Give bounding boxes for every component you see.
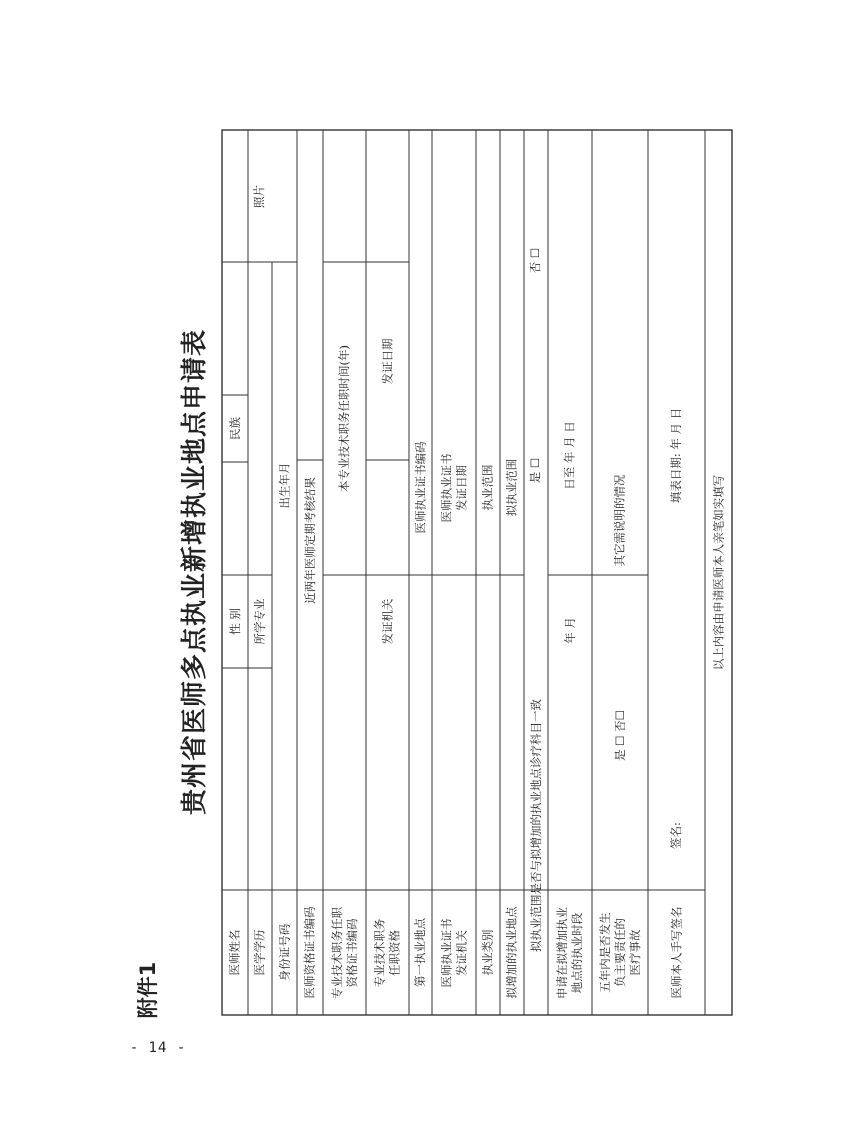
practice-cert-no-label: 医师执业证书编码 [413, 441, 427, 534]
qualification-cert-label: 医师资格证书编码 [302, 906, 317, 999]
attachment-label: 附件1 [136, 961, 160, 1019]
birth-date-label: 出生年月 [277, 462, 291, 508]
scope-match-yes[interactable]: 是 ☐ [528, 457, 543, 483]
fill-date[interactable]: 填表日期: 年 月 日 [669, 407, 683, 503]
ethnicity-label: 民族 [227, 417, 242, 440]
issuing-authority-label: 发证机关 [380, 598, 394, 644]
incident-label: 五年内是否发生 负主要责任的 医疗事故 [597, 912, 642, 993]
major-label: 所学专业 [252, 598, 267, 645]
period-label: 申请在拟增加执业 地点的执业时段 [555, 906, 584, 999]
period-from[interactable]: 年 月 [562, 616, 577, 644]
assessment-result-label: 近两年医师定期考核结果 [302, 476, 317, 604]
period-to[interactable]: 日至 年 月 日 [562, 420, 577, 490]
practice-cert-date-label: 医师执业证书 发证日期 [439, 453, 468, 522]
first-location-label: 第一执业地点 [413, 918, 427, 987]
page-number: - 14 - [129, 1040, 187, 1056]
issue-date-label: 发证日期 [380, 338, 394, 384]
gender-label: 性 别 [227, 608, 242, 635]
other-info-label: 其它需说明的情况 [612, 474, 627, 566]
new-location-label: 拟增加的执业地点 [504, 906, 519, 999]
id-number-label: 身份证号码 [277, 923, 291, 982]
note-text: 以上内容由申请医师本人亲笔如实填写 [711, 474, 725, 671]
education-label: 医学学历 [252, 929, 267, 976]
practice-scope-label: 执业范围 [480, 464, 495, 511]
title-qualification-label: 专业技术职务 任职资格 [372, 918, 402, 987]
doctor-name-label: 医师姓名 [227, 929, 242, 976]
title-cert-label: 专业技术职务任职 资格证书编码 [329, 906, 359, 999]
form-title: 贵州省医师多点执业新增执业地点申请表 [180, 329, 210, 816]
practice-cert-authority-label: 医师执业证书 发证机关 [439, 918, 468, 987]
title-years-label: 本专业技术职务任职时间(年) [337, 345, 352, 492]
incident-options[interactable]: 是 ☐ 否☐ [612, 709, 627, 761]
practice-category-label: 执业类别 [480, 929, 495, 976]
signature-field[interactable]: 签名: [669, 821, 683, 849]
signature-label: 医师本人手写签名 [669, 906, 683, 999]
scope-match-no[interactable]: 否 ☐ [528, 247, 543, 273]
new-scope-label: 拟执业范围 [504, 458, 519, 517]
photo-box: 照片 [252, 184, 266, 208]
scope-match-question: 拟执业范围是否与拟增加的执业地点诊疗科目一致 [528, 698, 543, 952]
